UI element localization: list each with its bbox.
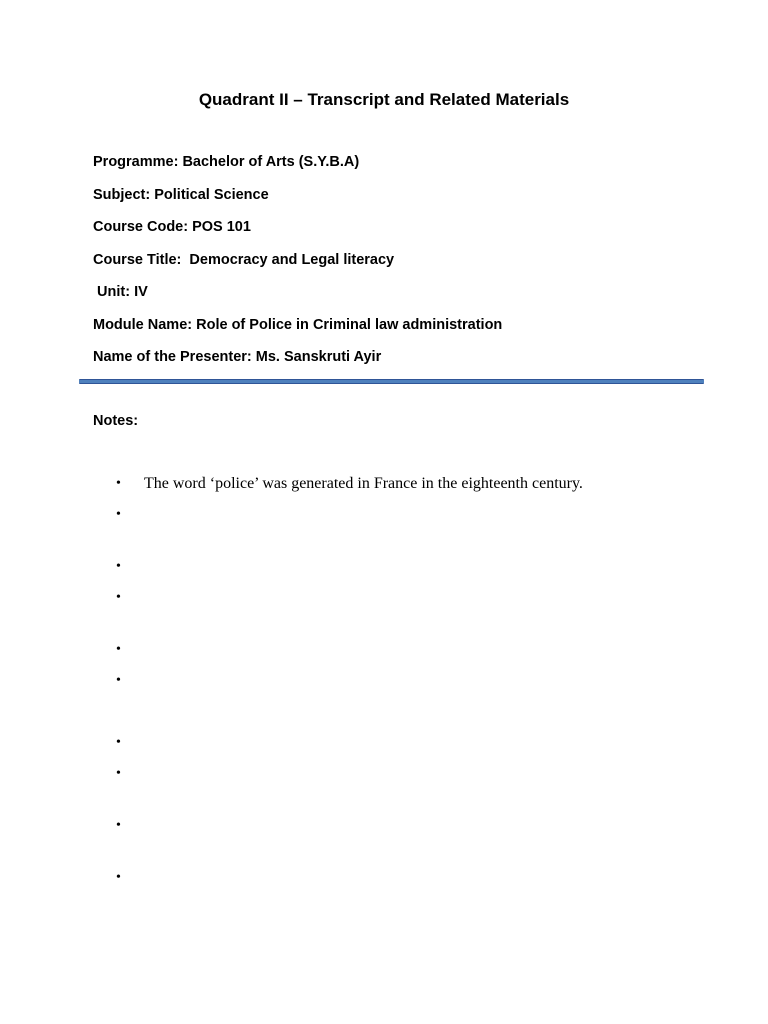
note-text: The word ‘police’ was generated in France in the eighteenth century.: [144, 475, 583, 492]
unit-line: Unit: IV: [93, 284, 148, 300]
bullet-icon: •: [116, 673, 121, 688]
list-item: [116, 732, 144, 754]
course-title-line: Course Title: Democracy and Legal literacy: [93, 251, 395, 268]
module-name-line: Module Name: Role of Police in Criminal law administration: [93, 316, 503, 333]
list-item: [116, 556, 144, 578]
list-item: [116, 639, 144, 661]
page-title: Quadrant II – Transcript and Related Materials: [198, 90, 570, 109]
bullet-icon: •: [116, 590, 121, 605]
bullet-icon: •: [116, 870, 121, 885]
list-item: [116, 867, 144, 889]
list-item: [116, 670, 144, 692]
bullet-icon: •: [116, 735, 121, 750]
bullet-icon: •: [116, 766, 121, 781]
subject-line: Subject: Political Science: [93, 186, 269, 203]
section-divider: [79, 379, 704, 384]
list-item: [116, 504, 144, 526]
bullet-icon: •: [116, 818, 121, 833]
presenter-line: Name of the Presenter: Ms. Sanskruti Ayir: [93, 349, 382, 365]
programme-line: Programme: Bachelor of Arts (S.Y.B.A): [93, 154, 360, 170]
list-item: [116, 763, 144, 785]
list-item: [116, 473, 583, 495]
course-info-list: [93, 151, 502, 379]
bullet-icon: •: [116, 507, 121, 522]
list-item: [116, 587, 144, 609]
bullet-icon: •: [116, 476, 121, 491]
bullet-icon: •: [116, 559, 121, 574]
list-item: [116, 815, 144, 837]
course-code-line: Course Code: POS 101: [93, 219, 251, 235]
notes-heading: Notes:: [93, 413, 139, 429]
bullet-icon: •: [116, 642, 121, 657]
